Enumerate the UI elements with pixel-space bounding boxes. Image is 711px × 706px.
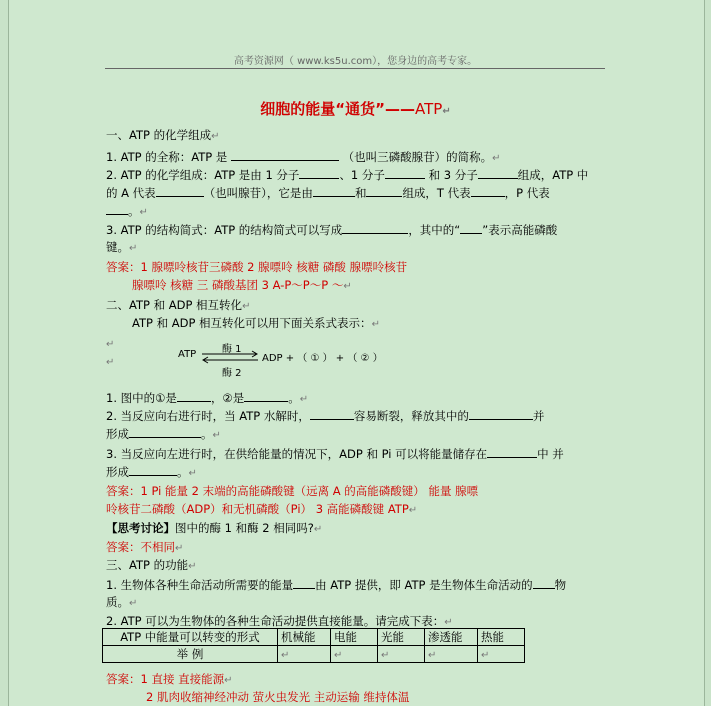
- table-cell: 热能: [478, 629, 525, 646]
- s1-q2: 2. ATP 的化学组成：ATP 是由 1 分子 、1 分子 和 3 分子 组成，ATP 中: [106, 168, 589, 182]
- s1-q1: 1. ATP 的全称：ATP 是 （也叫三磷酸腺苷）的简称。↵: [106, 150, 501, 164]
- table-cell: ↵: [478, 646, 525, 663]
- section2-heading: 二、ATP 和 ADP 相互转化↵: [106, 298, 251, 312]
- s2-q3-cont: 形成 。↵: [106, 465, 197, 479]
- section1-heading: 一、ATP 的化学组成↵: [106, 128, 220, 142]
- s1-q2-end: 。↵: [106, 203, 148, 220]
- document-title: [0, 98, 711, 119]
- table-cell: ↵: [378, 646, 425, 663]
- s3-q2: 2. ATP 可以为生物体的各种生命活动提供直接能量。请完成下表：↵: [106, 614, 453, 628]
- discussion-question: 【思考讨论】图中的酶 1 和酶 2 相同吗?↵: [106, 521, 323, 535]
- enzyme-2-label: 酶 2: [222, 368, 242, 379]
- s2-answer-2: 呤核苷二磷酸（ADP）和无机磷酸（Pi） 3 高能磷酸键 ATP↵: [106, 502, 418, 516]
- s2-answer-1: 答案：1 Pi 能量 2 末端的高能磷酸键（远离 A 的高能磷酸键） 能量 腺嘌: [106, 484, 479, 498]
- s3-answer-2: 2 肌肉收缩神经冲动 萤火虫发光 主动运输 维持体温: [146, 690, 410, 704]
- s3-q1-end: 质。↵: [106, 595, 138, 609]
- table-cell: 举 例: [103, 646, 278, 663]
- s1-q3: 3. ATP 的结构简式：ATP 的结构简式可以写成 ，其中的“ ”表示高能磷酸: [106, 223, 558, 237]
- s3-q1: 1. 生物体各种生命活动所需要的能量 由 ATP 提供，即 ATP 是生物体生命活动的 物: [106, 578, 567, 592]
- diagram-rhs: ADP + （ ① ） + （ ② ）: [262, 353, 383, 364]
- table-cell: ↵: [331, 646, 378, 663]
- table-row: [103, 646, 525, 663]
- paragraph-mark-icon: ↵: [442, 106, 451, 117]
- table-cell: 电能: [331, 629, 378, 646]
- header-rule: [105, 68, 605, 69]
- table-row: [103, 629, 525, 646]
- blank: [231, 149, 339, 161]
- energy-forms-table: [102, 628, 525, 663]
- title-main: 细胞的能量“通货”——: [260, 100, 415, 118]
- s2-q2: 2. 当反应向右进行时，当 ATP 水解时， 容易断裂，释放其中的 并: [106, 409, 545, 423]
- reversible-arrow-icon: [200, 350, 260, 364]
- s2-q3: 3. 当反应向左进行时，在供给能量的情况下，ADP 和 Pi 可以将能量储存在 中 并: [106, 447, 564, 461]
- s2-intro: ATP 和 ADP 相互转化可以用下面关系式表示：↵: [132, 316, 380, 330]
- discussion-answer: 答案：不相同↵: [106, 540, 184, 554]
- atp-adp-diagram: [178, 340, 418, 379]
- s1-answer-1: 答案：1 腺嘌呤核苷三磷酸 2 腺嘌呤 核糖 磷酸 腺嘌呤核苷: [106, 260, 408, 274]
- blank-line: ↵: [106, 357, 115, 368]
- s2-q2-cont: 形成 。↵: [106, 427, 221, 441]
- table-cell: ↵: [278, 646, 331, 663]
- s1-answer-2: 腺嘌呤 核糖 三 磷酸基团 3 A-P～P～P ～↵: [132, 278, 352, 292]
- table-cell: 渗透能: [425, 629, 478, 646]
- table-cell: ↵: [425, 646, 478, 663]
- page-header: 高考资源网（ www.ks5u.com），您身边的高考专家。: [233, 56, 478, 67]
- s1-q3-end: 键。↵: [106, 240, 138, 254]
- section3-heading: 三、ATP 的功能↵: [106, 558, 197, 572]
- table-cell: ATP 中能量可以转变的形式: [103, 629, 278, 646]
- table-cell: 光能: [378, 629, 425, 646]
- s1-q2-cont: 的 A 代表 （也叫腺苷），它是由 和 组成，T 代表 ，P 代表: [106, 186, 550, 200]
- blank-line: ↵: [106, 339, 115, 350]
- diagram-atp: ATP: [178, 349, 197, 360]
- title-atp: ATP: [415, 100, 443, 118]
- s2-q1: 1. 图中的①是 ，②是 。↵: [106, 391, 309, 405]
- enzyme-1-label: 酶 1: [222, 344, 242, 355]
- s3-answer-1: 答案：1 直接 直接能源↵: [106, 672, 233, 686]
- table-cell: 机械能: [278, 629, 331, 646]
